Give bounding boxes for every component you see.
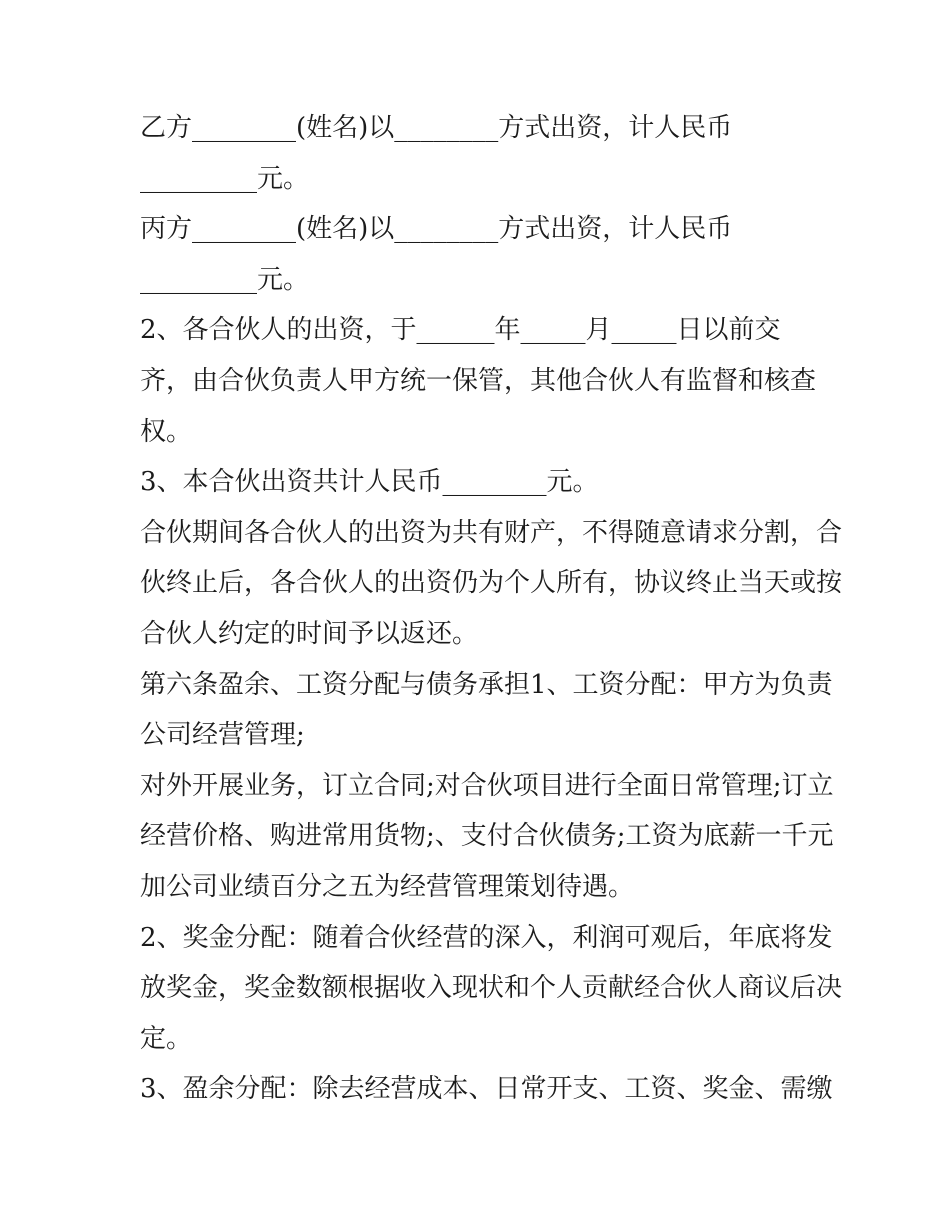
document-line: 3、本合伙出资共计人民币________元。 <box>140 467 599 498</box>
document-line: _________元。 <box>140 163 310 194</box>
document-line: 第六条盈余、工资分配与债务承担1、工资分配：甲方为负责 <box>140 669 833 700</box>
document-line: 丙方________(姓名)以________方式出资，计人民币 <box>140 214 733 245</box>
document-line: 2、各合伙人的出资，于______年_____月_____日以前交 <box>140 315 781 346</box>
document-line: 经营价格、购进常用货物;、支付合伙债务;工资为底薪一千元 <box>140 821 834 852</box>
document-line: 对外开展业务，订立合同;对合伙项目进行全面日常管理;订立 <box>140 770 834 801</box>
document-line: 定。 <box>140 1023 193 1054</box>
document-line: 齐，由合伙负责人甲方统一保管，其他合伙人有监督和核查 <box>140 365 817 396</box>
document-line: _________元。 <box>140 264 310 295</box>
document-line: 3、盈余分配：除去经营成本、日常开支、工资、奖金、需缴 <box>140 1074 833 1105</box>
document-line: 权。 <box>140 416 193 447</box>
document-line: 加公司业绩百分之五为经营管理策划待遇。 <box>140 871 635 902</box>
document-line: 公司经营管理; <box>140 720 305 751</box>
document-line: 合伙期间各合伙人的出资为共有财产，不得随意请求分割，合 <box>140 517 843 548</box>
document-line: 2、奖金分配：随着合伙经营的深入，利润可观后，年底将发 <box>140 922 833 953</box>
document-line: 放奖金，奖金数额根据收入现状和个人贡献经合伙人商议后决 <box>140 973 843 1004</box>
document-line: 合伙人约定的时间予以返还。 <box>140 618 479 649</box>
document-line: 乙方________(姓名)以________方式出资，计人民币 <box>140 113 733 143</box>
document-line: 伙终止后，各合伙人的出资仍为个人所有，协议终止当天或按 <box>140 568 843 599</box>
